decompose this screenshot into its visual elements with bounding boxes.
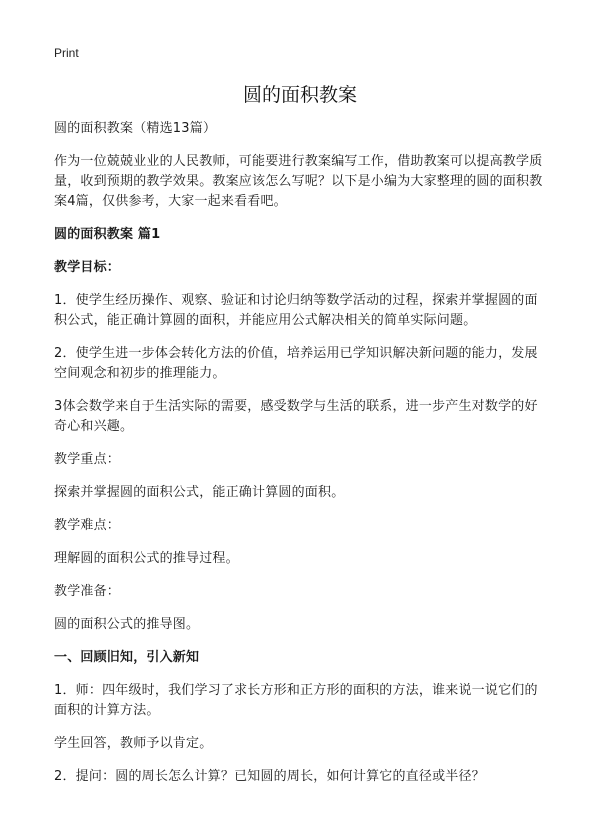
paragraph: 理解圆的面积公式的推导过程。 [54,551,239,566]
paragraph: 探索并掌握圆的面积公式，能正确计算圆的面积。 [54,485,345,500]
paragraph-label: 教学重点： [54,452,121,467]
paragraph: 3体会数学来自于生活实际的需要，感受数学与生活的联系，进一步产生对数学的好奇心和兴趣。 [54,399,538,434]
paragraph-intro: 作为一位兢兢业业的人民教师，可能要进行教案编写工作，借助教案可以提高教学质量，收到预期的教学效果。教案应该怎么写呢？以下是小编为大家整理的圆的面积教案4篇，仅供参考，大家一起来看看吧。 [54,154,543,209]
paragraph: 2．使学生进一步体会转化方法的价值，培养运用已学知识解决新问题的能力，发展空间观念和初步的推理能力。 [54,346,538,381]
page-title: 圆的面积教案 [242,84,357,106]
document-body [54,119,546,800]
paragraph: 1．使学生经历操作、观察、验证和讨论归纳等数学活动的过程，探索并掌握圆的面积公式，能正确计算圆的面积，并能应用公式解决相关的简单实际问题。 [54,293,538,328]
paragraph: 圆的面积公式的推导图。 [54,617,200,632]
paragraph-label: 教学准备： [54,584,121,599]
section-heading: 教学目标： [54,260,121,275]
paragraph-subtitle: 圆的面积教案（精选13篇） [54,121,217,136]
paragraph: 2．提问：圆的周长怎么计算？已知圆的周长，如何计算它的直径或半径？ [54,769,485,784]
section-heading: 一、回顾旧知，引入新知 [54,650,200,665]
paragraph-label: 教学难点： [54,518,121,533]
paragraph: 1．师：四年级时，我们学习了求长方形和正方形的面积的方法，谁来说一说它们的面积的计算方法。 [54,683,538,718]
print-link[interactable]: Print [54,46,79,60]
paragraph: 学生回答，教师予以肯定。 [54,736,213,751]
section-heading: 圆的面积教案 篇1 [54,227,161,242]
